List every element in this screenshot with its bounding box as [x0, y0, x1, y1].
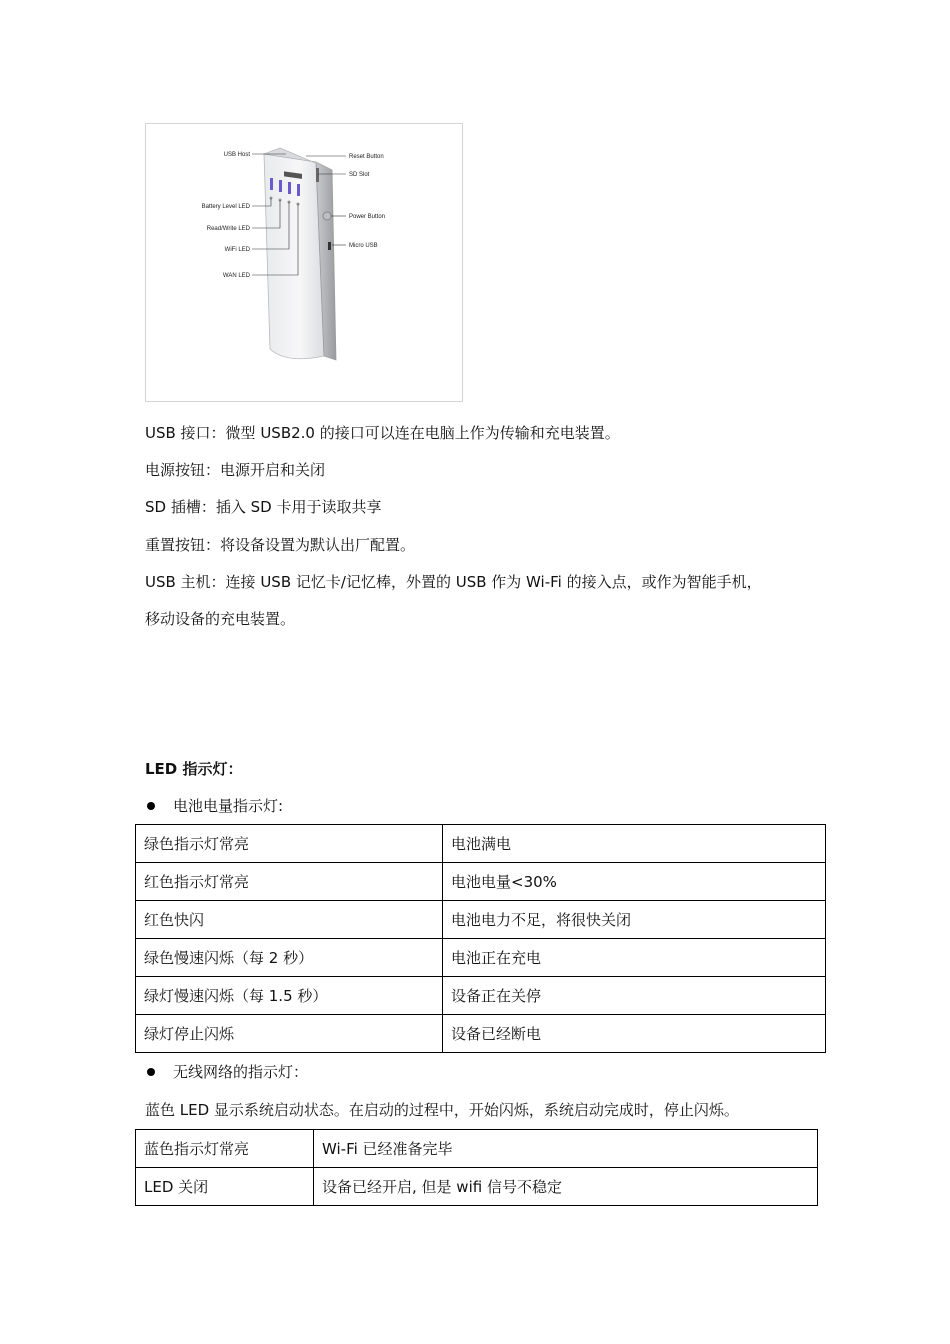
- label-battery-led: Battery Level LED: [201, 204, 250, 210]
- led-section-heading: LED 指示灯：: [145, 760, 243, 778]
- battery-indicator-bullet: [145, 796, 283, 816]
- led-state-cell: 绿色指示灯常亮: [136, 825, 443, 863]
- device-diagram: [145, 123, 463, 402]
- battery-led-bar: [270, 178, 273, 190]
- led-meaning-cell: 电池电力不足，将很快关闭: [443, 901, 826, 939]
- micro-usb-port: [328, 242, 331, 250]
- wifi-led-bar: [288, 182, 291, 194]
- bullet-dot-icon: [147, 1068, 155, 1076]
- sd-slot-description: SD 插槽：插入 SD 卡用于读取共享: [145, 498, 382, 516]
- table-row: [136, 901, 826, 939]
- bullet-dot-icon: [147, 802, 155, 810]
- led-meaning-cell: 电池满电: [443, 825, 826, 863]
- table-row: [136, 825, 826, 863]
- table-row: [136, 977, 826, 1015]
- usb-port-description: USB 接口：微型 USB2.0 的接口可以连在电脑上作为传输和充电装置。: [145, 424, 620, 442]
- wifi-led-description: 蓝色 LED 显示系统启动状态。在启动的过程中，开始闪烁，系统启动完成时，停止闪烁。: [145, 1101, 739, 1119]
- table-row: [136, 939, 826, 977]
- power-button-description: 电源按钮：电源开启和关闭: [145, 461, 326, 479]
- led-meaning-cell: 电池正在充电: [443, 939, 826, 977]
- usb-host-description-line2: 移动设备的充电装置。: [145, 610, 296, 628]
- label-power-button: Power Button: [349, 214, 386, 220]
- table-row: [136, 1015, 826, 1053]
- battery-led-table: [135, 824, 826, 1053]
- label-micro-usb: Micro USB: [349, 243, 378, 249]
- table-row: [136, 1130, 818, 1168]
- table-row: [136, 1168, 818, 1206]
- led-state-cell: 红色指示灯常亮: [136, 863, 443, 901]
- reset-button-description: 重置按钮：将设备设置为默认出厂配置。: [145, 536, 416, 554]
- wifi-led-table: [135, 1129, 818, 1206]
- usb-host-description-line1: USB 主机：连接 USB 记忆卡/记忆棒，外置的 USB 作为 Wi-Fi 的接入点，或作为智能手机，: [145, 573, 762, 591]
- led-state-cell: 绿色慢速闪烁（每 2 秒）: [136, 939, 443, 977]
- power-button-knob: [323, 212, 331, 220]
- sd-slot-opening: [316, 168, 319, 182]
- led-meaning-cell: 设备已经开启, 但是 wifi 信号不稳定: [314, 1168, 818, 1206]
- device-illustration: [146, 124, 462, 401]
- wifi-indicator-bullet: [145, 1062, 308, 1082]
- label-read-write-led: Read/Write LED: [206, 226, 250, 232]
- label-usb-host: USB Host: [223, 152, 250, 158]
- led-meaning-cell: 电池电量<30%: [443, 863, 826, 901]
- led-meaning-cell: 设备已经断电: [443, 1015, 826, 1053]
- table-row: [136, 863, 826, 901]
- led-state-cell: 红色快闪: [136, 901, 443, 939]
- label-reset-button: Reset Button: [349, 154, 384, 160]
- led-state-cell: LED 关闭: [136, 1168, 314, 1206]
- label-wifi-led: WiFi LED: [224, 247, 250, 253]
- wan-led-bar: [297, 184, 300, 196]
- label-sd-slot: SD Slot: [349, 172, 370, 178]
- rw-led-bar: [279, 180, 282, 192]
- led-state-cell: 绿灯停止闪烁: [136, 1015, 443, 1053]
- battery-indicator-title: 电池电量指示灯:: [173, 797, 284, 815]
- led-meaning-cell: 设备正在关停: [443, 977, 826, 1015]
- led-state-cell: 绿灯慢速闪烁（每 1.5 秒）: [136, 977, 443, 1015]
- wifi-indicator-title: 无线网络的指示灯：: [173, 1063, 309, 1081]
- led-state-cell: 蓝色指示灯常亮: [136, 1130, 314, 1168]
- label-wan-led: WAN LED: [222, 273, 250, 279]
- led-meaning-cell: Wi-Fi 已经准备完毕: [314, 1130, 818, 1168]
